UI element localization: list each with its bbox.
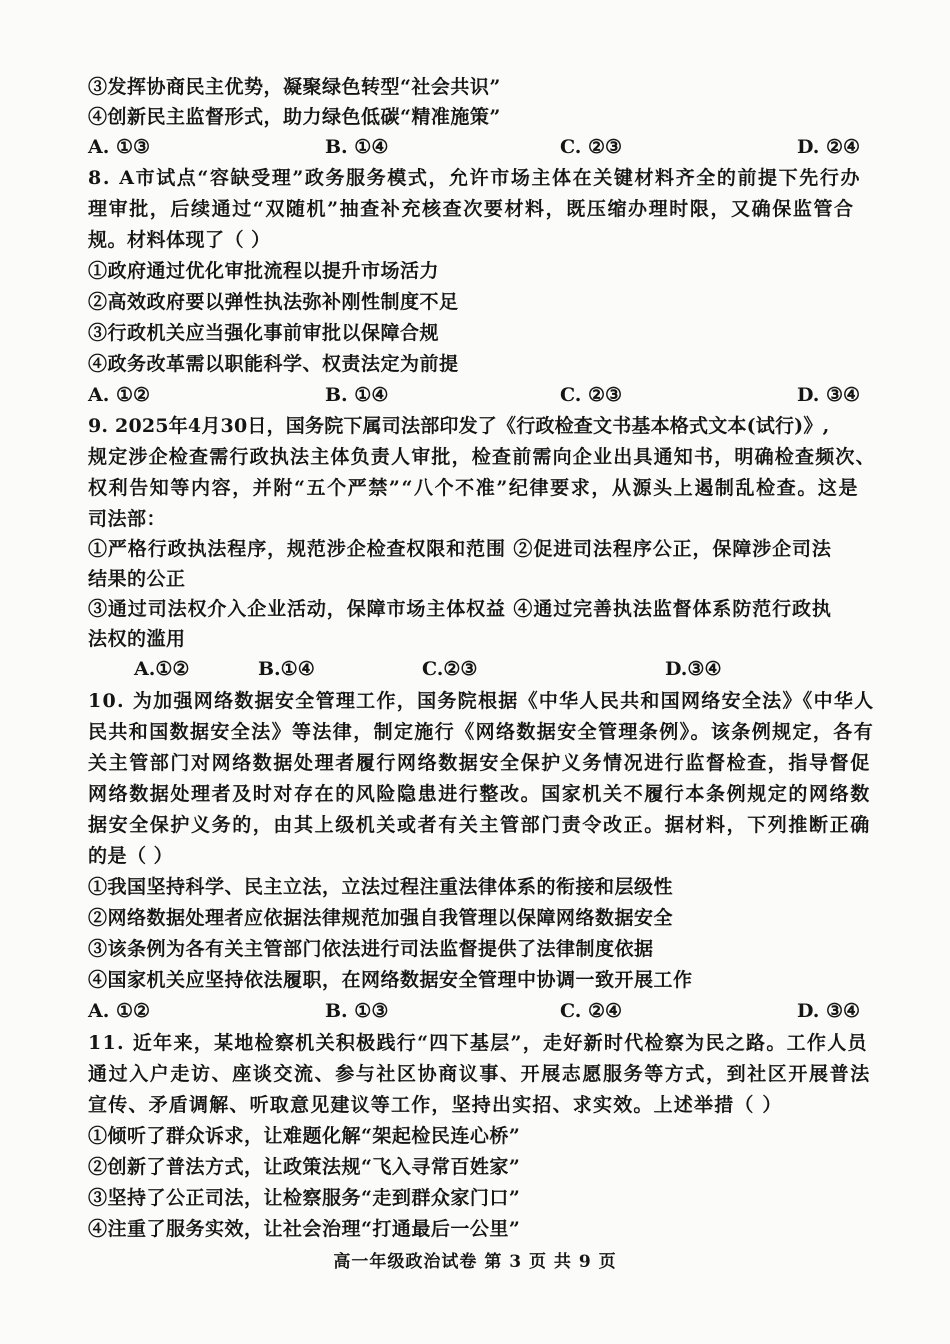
- q10-option-b: B. ①③: [325, 1000, 389, 1022]
- q9-stem-line-3: 权利告知等内容，并附“五个严禁”“八个不准”纪律要求，从源头上遏制乱检查。这是: [88, 477, 860, 499]
- q10-statement-4: ④国家机关应坚持依法履职，在网络数据安全管理中协调一致开展工作: [88, 969, 693, 991]
- q10-stem-line-6: 的是（ ）: [88, 845, 174, 867]
- q7-option-b: B. ①④: [325, 136, 389, 158]
- q10-statement-3: ③该条例为各有关主管部门依法进行司法监督提供了法律制度依据: [88, 938, 654, 960]
- q11-statement-2: ②创新了普法方式，让政策法规“飞入寻常百姓家”: [88, 1156, 521, 1178]
- q7-statement-4: ④创新民主监督形式，助力绿色低碳“精准施策”: [88, 106, 501, 128]
- q10-option-d: D. ③④: [797, 1000, 861, 1022]
- q11-statement-1: ①倾听了群众诉求，让难题化解“架起检民连心桥”: [88, 1125, 521, 1147]
- q9-statement-2-cont: 结果的公正: [88, 568, 186, 590]
- q11-statement-4: ④注重了服务实效，让社会治理“打通最后一公里”: [88, 1218, 521, 1240]
- q9-stem-line-4: 司法部：: [88, 508, 167, 530]
- q10-option-a: A. ①②: [88, 1000, 151, 1022]
- q9-option-d: D.③④: [665, 658, 722, 680]
- q10-option-c: C. ②④: [560, 1000, 623, 1022]
- q8-statement-4: ④政务改革需以职能科学、权责法定为前提: [88, 353, 459, 375]
- q8-statement-1: ①政府通过优化审批流程以提升市场活力: [88, 260, 440, 282]
- q7-option-c: C. ②③: [560, 136, 623, 158]
- q9-statement-1-2: ①严格行政执法程序，规范涉企检查权限和范围 ②促进司法程序公正，保障涉企司法: [88, 538, 832, 560]
- q11-stem-line-1: 11. 近年来，某地检察机关积极践行“四下基层”，走好新时代检察为民之路。工作人员: [88, 1032, 868, 1054]
- q9-option-b: B.①④: [258, 658, 315, 680]
- q8-statement-3: ③行政机关应当强化事前审批以保障合规: [88, 322, 440, 344]
- q8-statement-2: ②高效政府要以弹性执法弥补刚性制度不足: [88, 291, 459, 313]
- q9-statement-3-4: ③通过司法权介入企业活动，保障市场主体权益 ④通过完善执法监督体系防范行政执: [88, 598, 832, 620]
- q7-option-d: D. ②④: [797, 136, 861, 158]
- q9-stem-line-1: 9. 2025年4月30日，国务院下属司法部印发了《行政检查文书基本格式文本(试行)》,: [88, 415, 830, 437]
- q7-statement-3: ③发挥协商民主优势，凝聚绿色转型“社会共识”: [88, 76, 501, 98]
- q8-stem-line-3: 规。材料体现了（ ）: [88, 229, 271, 251]
- q8-option-b: B. ①④: [325, 384, 389, 406]
- q11-statement-3: ③坚持了公正司法，让检察服务“走到群众家门口”: [88, 1187, 521, 1209]
- q8-option-a: A. ①②: [88, 384, 151, 406]
- q10-stem-line-5: 据安全保护义务的，由其上级机关或者有关主管部门责令改正。据材料，下列推断正确: [88, 814, 871, 836]
- q8-option-c: C. ②③: [560, 384, 623, 406]
- q8-stem-line-1: 8. A市试点“容缺受理”政务服务模式，允许市场主体在关键材料齐全的前提下先行办: [88, 167, 862, 189]
- q10-statement-1: ①我国坚持科学、民主立法，立法过程注重法律体系的衔接和层级性: [88, 876, 674, 898]
- q11-stem-line-3: 宣传、矛盾调解、听取意见建议等工作，坚持出实招、求实效。上述举措（ ）: [88, 1094, 783, 1116]
- q10-statement-2: ②网络数据处理者应依据法律规范加强自我管理以保障网络数据安全: [88, 907, 674, 929]
- q10-stem-line-4: 网络数据处理者及时对存在的风险隐患进行整改。国家机关不履行本条例规定的网络数: [88, 783, 871, 805]
- q10-stem-line-1: 10. 为加强网络数据安全管理工作，国务院根据《中华人民共和国网络安全法》《中华人: [88, 690, 875, 712]
- q11-stem-line-2: 通过入户走访、座谈交流、参与社区协商议事、开展志愿服务等方式，到社区开展普法: [88, 1063, 871, 1085]
- q9-statement-4-cont: 法权的滥用: [88, 628, 186, 650]
- q10-stem-line-2: 民共和国数据安全法》等法律，制定施行《网络数据安全管理条例》。该条例规定，各有: [88, 721, 875, 743]
- q7-option-a: A. ①③: [88, 136, 151, 158]
- q9-stem-line-2: 规定涉企检查需行政执法主体负责人审批，检查前需向企业出具通知书，明确检查频次、: [88, 446, 876, 468]
- q8-stem-line-2: 理审批，后续通过“双随机”抽查补充核查次要材料，既压缩办理时限，又确保监管合: [88, 198, 855, 220]
- page-footer: 高一年级政治试卷 第 3 页 共 9 页: [333, 1252, 617, 1272]
- q8-option-d: D. ③④: [797, 384, 861, 406]
- q9-option-c: C.②③: [422, 658, 478, 680]
- q9-option-a: A.①②: [134, 658, 190, 680]
- q10-stem-line-3: 关主管部门对网络数据处理者履行网络数据安全保护义务情况进行监督检查，指导督促: [88, 752, 871, 774]
